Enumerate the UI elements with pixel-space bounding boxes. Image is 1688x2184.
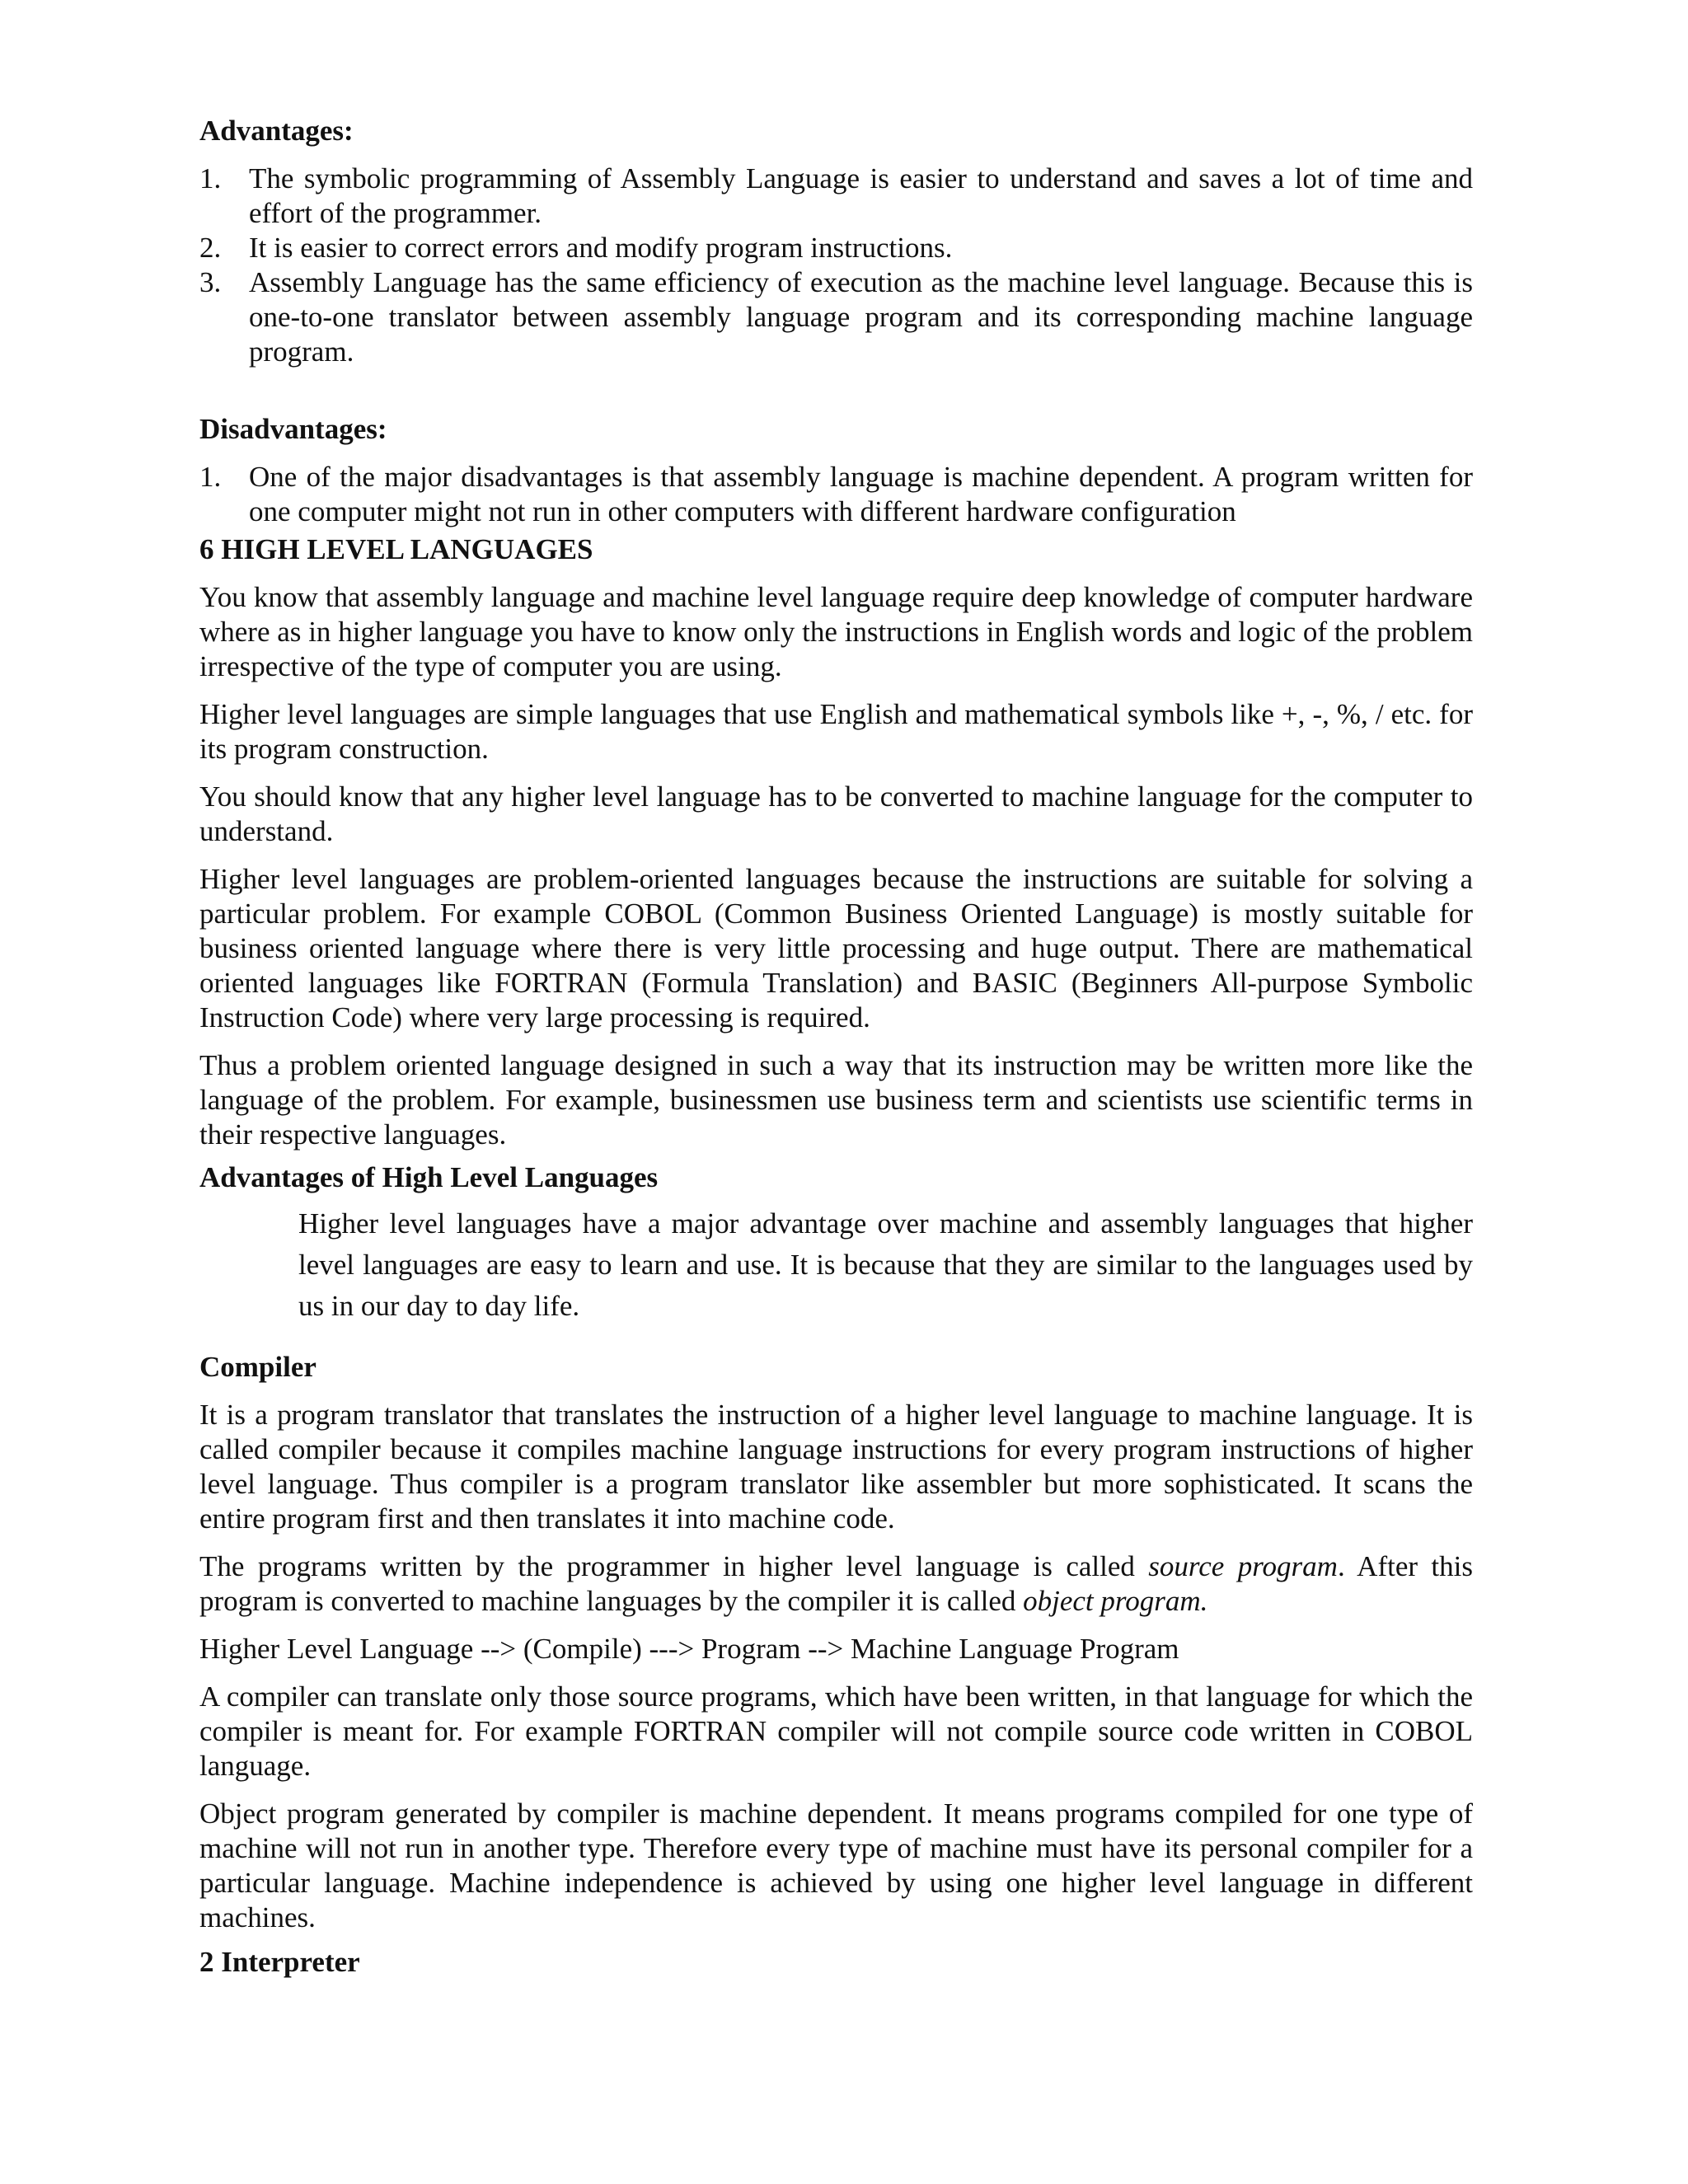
high-level-languages-heading: 6 HIGH LEVEL LANGUAGES xyxy=(199,533,593,565)
advantages-list xyxy=(199,162,1473,369)
document-page xyxy=(199,114,1473,1980)
advantages-heading: Advantages: xyxy=(199,115,354,147)
interpreter-heading: 2 Interpreter xyxy=(199,1946,360,1978)
source-program-term: source program xyxy=(1148,1550,1338,1582)
paragraph: Thus a problem oriented language designed in such a way that its instruction may be written more like the language of the problem. For example, businessmen use business term and scientists use scientific terms in their respective languages. xyxy=(199,1049,1473,1151)
paragraph: Object program generated by compiler is machine dependent. It means programs compiled for one type of machine will not run in another type. Therefore every type of machine must have its personal compiler for a particular language. Machine independence is achieved by using one higher level language in different machines. xyxy=(199,1797,1473,1933)
object-program-term: object program. xyxy=(1023,1585,1208,1617)
indented-paragraph: Higher level languages have a major advantage over machine and assembly languages that higher level languages are easy to learn and use. It is because that they are similar to the languages used by us in our day to day life. xyxy=(298,1207,1473,1322)
text-run: The programs written by the programmer in higher level language is called xyxy=(199,1550,1149,1582)
paragraph: Higher level languages are simple languages that use English and mathematical symbols like +, -, %, / etc. for its program construction. xyxy=(199,698,1473,765)
list-number: 3. xyxy=(199,266,222,298)
hll-advantages-heading: Advantages of High Level Languages xyxy=(199,1161,659,1193)
list-item xyxy=(199,460,1473,529)
paragraph: It is a program translator that translates the instruction of a higher level language to machine language. It is called compiler because it compiles machine language instructions for every program instructions of higher level language. Thus compiler is a program translator like assembler but more sophisticated. It scans the entire program first and then translates it into machine code. xyxy=(199,1399,1473,1535)
list-item-text: The symbolic programming of Assembly Language is easier to understand and saves a lot of time and effort of the programmer. xyxy=(249,162,1473,229)
list-number: 1. xyxy=(199,162,222,194)
list-item-text: It is easier to correct errors and modify program instructions. xyxy=(249,232,953,264)
paragraph: A compiler can translate only those source programs, which have been written, in that language for which the compiler is meant for. For example FORTRAN compiler will not compile source code written in COBOL language. xyxy=(199,1680,1473,1782)
list-item xyxy=(199,231,1473,265)
list-item-text: One of the major disadvantages is that assembly language is machine dependent. A program written for one computer might not run in other computers with different hardware configuration xyxy=(249,461,1473,527)
paragraph xyxy=(199,1549,1473,1619)
list-item xyxy=(199,162,1473,231)
paragraph: Higher level languages are problem-oriented languages because the instructions are suitable for solving a particular problem. For example COBOL (Common Business Oriented Language) is mostly suitable for business oriented language where there is very little processing and huge output. There are mathematical oriented languages like FORTRAN (Formula Translation) and BASIC (Beginners All-purpose Symbolic Instruction Code) where very large processing is required. xyxy=(199,863,1473,1033)
disadvantages-list xyxy=(199,460,1473,529)
compile-flow-line: Higher Level Language --> (Compile) ---> Program --> Machine Language Program xyxy=(199,1633,1179,1665)
compiler-heading: Compiler xyxy=(199,1351,316,1383)
disadvantages-heading: Disadvantages: xyxy=(199,413,387,445)
list-item xyxy=(199,265,1473,369)
list-number: 1. xyxy=(199,461,222,493)
paragraph: You should know that any higher level language has to be converted to machine language for the computer to understand. xyxy=(199,780,1473,847)
list-item-text: Assembly Language has the same efficiency of execution as the machine level language. Because this is one-to-one translator between assembly language program and its corresponding machine language program. xyxy=(249,266,1473,368)
paragraph: You know that assembly language and machine level language require deep knowledge of computer hardware where as in higher language you have to know only the instructions in English words and logic of the problem irrespective of the type of computer you are using. xyxy=(199,581,1473,682)
text-run: . After this program is converted to machine languages by the compiler it is called xyxy=(199,1550,1473,1617)
list-number: 2. xyxy=(199,232,222,264)
